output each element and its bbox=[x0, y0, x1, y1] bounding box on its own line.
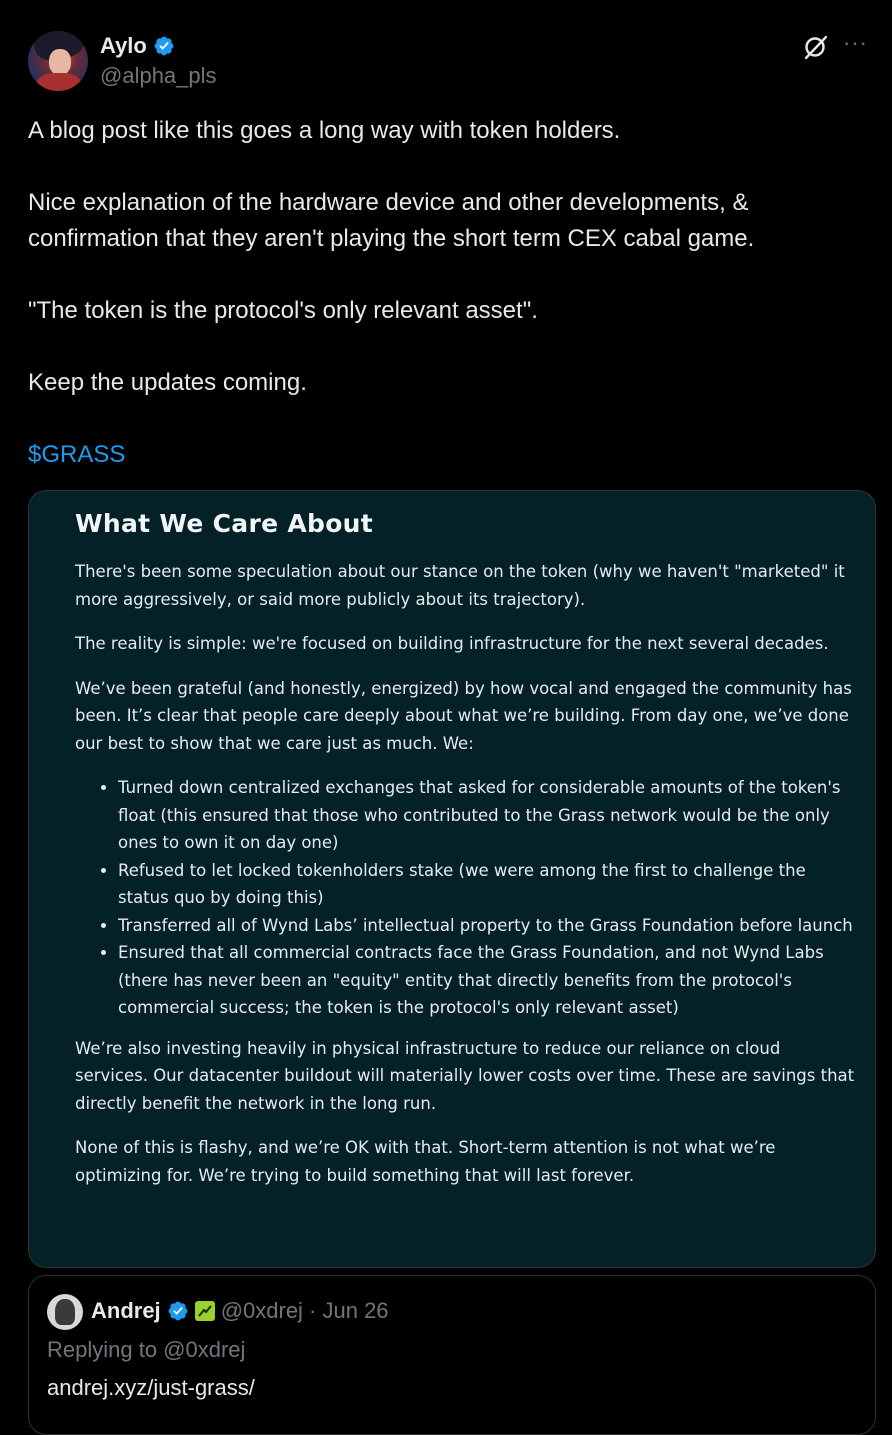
replying-to-text: Replying to @0xdrej bbox=[47, 1337, 246, 1362]
author-name[interactable]: Aylo bbox=[100, 33, 147, 58]
avatar-silhouette bbox=[55, 1299, 75, 1325]
author-handle[interactable]: @alpha_pls bbox=[100, 63, 217, 88]
quoted-header bbox=[91, 1298, 389, 1324]
quoted-author-name[interactable]: Andrej bbox=[91, 1298, 161, 1323]
quoted-author-avatar[interactable] bbox=[47, 1294, 83, 1330]
article-paragraph: We’ve been grateful (and honestly, energized) by how vocal and engaged the community has been. It’s clear that people care deeply about what we’re building. From day one, we’ve done our best to show that we care just as much. We: bbox=[75, 678, 852, 753]
article-paragraph: We’re also investing heavily in physical infrastructure to reduce our reliance on cloud services. Our datacenter buildout will materially lower costs over time. These are savings that directly benefit the network in the long run. bbox=[75, 1038, 855, 1113]
author-name-row bbox=[100, 33, 175, 59]
tweet-actions-top bbox=[803, 30, 868, 60]
grok-icon[interactable] bbox=[803, 34, 829, 60]
author-avatar[interactable] bbox=[28, 31, 88, 91]
article-paragraph: None of this is flashy, and we’re OK with that. Short-term attention is not what we’re optimizing for. We’re trying to build something that will last forever. bbox=[75, 1138, 776, 1185]
tweet-paragraph: Nice explanation of the hardware device and other developments, & confirmation that they aren't playing the short term CEX cabal game. bbox=[28, 189, 755, 252]
article-paragraph: There's been some speculation about our stance on the token (why we haven't "marketed" it more aggressively, or said more publicly about its trajectory). bbox=[75, 562, 845, 609]
avatar-face bbox=[49, 49, 71, 75]
attached-image[interactable] bbox=[28, 490, 876, 1268]
article-bullet: • Ensured that all commercial contracts face the Grass Foundation, and not Wynd Labs (there has never been an "equity" entity that directly benefits from the protocol's commercial success; the token is the protocol's only relevant asset) bbox=[118, 939, 855, 1022]
article-paragraph: The reality is simple: we're focused on building infrastructure for the next several decades. bbox=[75, 634, 829, 653]
article-title: What We Care About bbox=[75, 509, 374, 538]
cashtag-link[interactable]: $GRASS bbox=[28, 441, 126, 468]
verified-icon bbox=[167, 1300, 189, 1322]
tweet-paragraph: Keep the updates coming. bbox=[28, 369, 307, 396]
quoted-tweet[interactable] bbox=[28, 1275, 876, 1435]
tweet-text bbox=[28, 113, 868, 473]
avatar-body bbox=[36, 73, 82, 91]
article-bullet: • Transferred all of Wynd Labs’ intellectual property to the Grass Foundation before launch bbox=[118, 912, 855, 940]
article-bullet: • Turned down centralized exchanges that asked for considerable amounts of the token's float (this ensured that those who contributed to the Grass network would be the only ones to own it on day one) bbox=[118, 774, 855, 857]
verified-icon bbox=[153, 35, 175, 57]
quoted-handle-date[interactable]: @0xdrej · Jun 26 bbox=[220, 1298, 389, 1323]
quoted-link[interactable]: andrej.xyz/just-grass/ bbox=[47, 1375, 255, 1400]
tweet-paragraph: "The token is the protocol's only relevant asset". bbox=[28, 297, 538, 324]
article-bullet-list bbox=[75, 774, 855, 1022]
affiliate-badge-icon bbox=[195, 1301, 215, 1321]
article-screenshot bbox=[75, 509, 855, 1206]
more-icon[interactable]: ··· bbox=[843, 30, 868, 55]
article-bullet: • Refused to let locked tokenholders stake (we were among the first to challenge the status quo by doing this) bbox=[118, 857, 855, 912]
tweet-paragraph: A blog post like this goes a long way with token holders. bbox=[28, 117, 621, 144]
